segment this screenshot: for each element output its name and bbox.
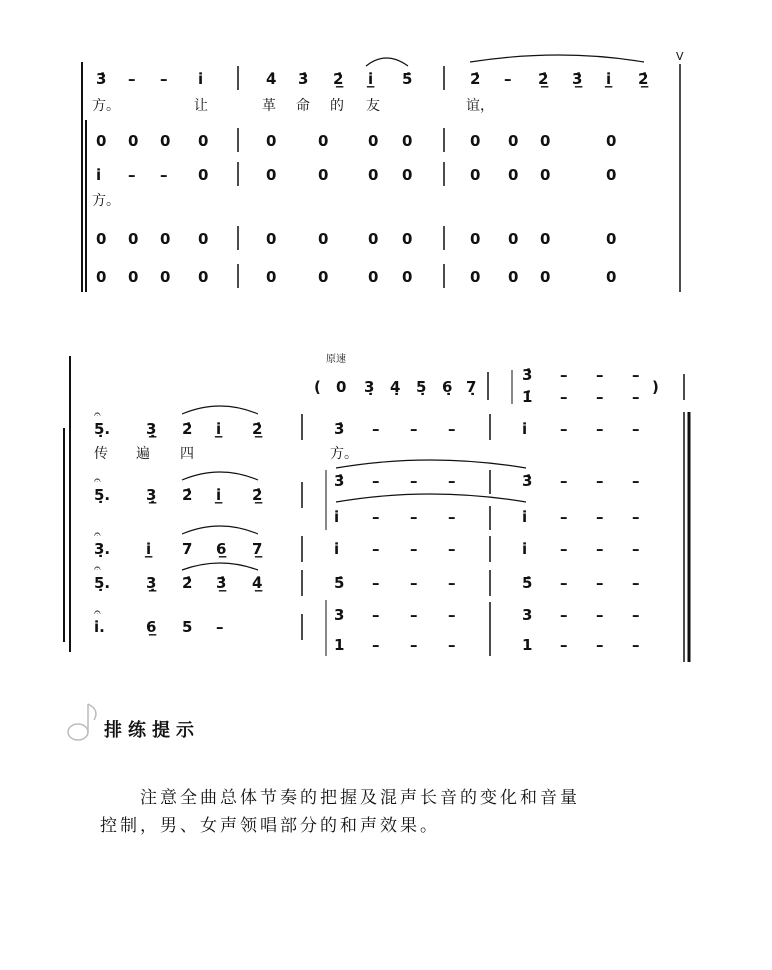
tempo-marking: 原速: [326, 354, 346, 365]
note: –: [216, 618, 224, 636]
note: –: [504, 70, 512, 88]
note: 1: [334, 636, 345, 654]
note: ): [652, 378, 659, 396]
note: –: [560, 420, 568, 438]
note: 0: [198, 268, 209, 286]
slur: [366, 58, 408, 66]
note: 0: [318, 230, 329, 248]
note: i̇: [522, 540, 528, 558]
voice-1-staff: [94, 406, 640, 462]
note: –: [560, 388, 568, 406]
fermata-icon: 𝄐: [94, 605, 101, 619]
note: 5̇: [522, 574, 533, 592]
note: 1̇: [522, 388, 533, 406]
note: –: [560, 508, 568, 526]
note: –: [632, 472, 640, 490]
note: –: [448, 606, 456, 624]
intro-line: [314, 366, 659, 406]
slur: [182, 406, 258, 414]
lyric: 让: [194, 98, 208, 114]
fermata-icon: 𝄐: [94, 473, 101, 487]
note: 4̣: [390, 378, 401, 396]
note: –: [596, 540, 604, 558]
lyrics-line: [92, 97, 494, 114]
note: –: [372, 420, 380, 438]
note: 0: [96, 268, 107, 286]
note: i̲̇: [368, 70, 374, 88]
note: 0: [402, 166, 413, 184]
note: i̇: [334, 508, 340, 526]
note: 2̲̇: [638, 70, 649, 88]
slur: [470, 55, 644, 62]
voice-4-staff: [94, 561, 640, 596]
voice-4-staff: [96, 226, 616, 250]
note: 5: [182, 618, 193, 636]
lyric: 的: [330, 98, 344, 114]
note: 0: [540, 268, 551, 286]
note: –: [560, 472, 568, 490]
note: –: [560, 540, 568, 558]
fermata-icon: 𝄐: [94, 407, 101, 421]
note: 3̇: [522, 472, 533, 490]
note: –: [410, 540, 418, 558]
note: –: [560, 574, 568, 592]
note: 3̲̇: [572, 70, 583, 88]
voice-5-staff: [96, 264, 616, 288]
slur: [182, 563, 258, 570]
paragraph-line: 控制，男、女声领唱部分的和声效果。: [100, 816, 440, 836]
note: –: [632, 388, 640, 406]
note: –: [128, 166, 136, 184]
note: 5̣.: [94, 420, 111, 438]
note: 3̲̣: [146, 574, 157, 592]
note: 5̣.: [94, 486, 111, 504]
note: 2̲̇: [333, 70, 344, 88]
note: 0: [160, 268, 171, 286]
note: –: [632, 636, 640, 654]
lyric: 革: [262, 98, 276, 114]
note: 4̲̇: [252, 574, 263, 592]
paragraph-line: 注意全曲总体节奏的把握及混声长音的变化和音量: [140, 788, 580, 808]
note: –: [560, 606, 568, 624]
note: 0: [470, 268, 481, 286]
note: 3̇: [334, 420, 345, 438]
note: 2̇: [182, 420, 193, 438]
voice-3-staff: [94, 526, 640, 562]
note: 6̲: [146, 618, 157, 636]
note: 0: [96, 132, 107, 150]
note: 3̲̣: [146, 420, 157, 438]
note: 0: [508, 268, 519, 286]
note: –: [632, 366, 640, 384]
note: 5̇: [402, 70, 413, 88]
note: i̇: [334, 540, 340, 558]
note: 0: [606, 166, 617, 184]
note: i̇.: [94, 618, 105, 636]
note: –: [410, 574, 418, 592]
note: 2̲̇: [252, 420, 263, 438]
note: –: [632, 420, 640, 438]
note: 0: [318, 166, 329, 184]
note: (: [314, 378, 321, 396]
note: 0: [318, 132, 329, 150]
note: –: [448, 540, 456, 558]
note: 0: [540, 166, 551, 184]
note: 0: [128, 132, 139, 150]
fermata-icon: 𝄐: [94, 561, 101, 575]
voice-2-staff: [96, 128, 616, 152]
note: –: [372, 472, 380, 490]
note: –: [596, 636, 604, 654]
note: 0: [96, 230, 107, 248]
note: –: [596, 574, 604, 592]
note: –: [596, 420, 604, 438]
section-title: 排练提示: [104, 720, 200, 741]
note: –: [410, 636, 418, 654]
note: 0: [198, 132, 209, 150]
note: –: [410, 472, 418, 490]
note: –: [410, 420, 418, 438]
note: 3: [334, 606, 345, 624]
note: 5̣: [416, 378, 427, 396]
note: 0: [160, 230, 171, 248]
note: –: [372, 636, 380, 654]
lyric: 遍: [136, 446, 150, 462]
note: –: [410, 606, 418, 624]
note: 0: [336, 378, 347, 396]
note: 3̇: [334, 472, 345, 490]
note: 5̣.: [94, 574, 111, 592]
note: 0: [266, 166, 277, 184]
voice-2-staff: [94, 460, 640, 530]
note: –: [596, 366, 604, 384]
note: 2̲̇: [538, 70, 549, 88]
note: –: [596, 508, 604, 526]
note: –: [372, 508, 380, 526]
note: –: [448, 636, 456, 654]
breath-mark: V: [676, 50, 684, 63]
note: –: [410, 508, 418, 526]
note: 3̇: [298, 70, 309, 88]
lyric: 四: [180, 446, 194, 462]
note: 0: [402, 132, 413, 150]
note: 0: [470, 166, 481, 184]
lyric: 方。: [92, 98, 120, 114]
note: 0: [266, 268, 277, 286]
note: i̲̇: [606, 70, 612, 88]
note: i̇: [522, 508, 528, 526]
lyrics-line: [94, 446, 358, 462]
tie: [336, 460, 526, 468]
lyric: 命: [296, 98, 310, 114]
note: i̇: [522, 420, 528, 438]
note: 3̣: [364, 378, 375, 396]
note: i̇: [198, 70, 204, 88]
note: 3̇: [522, 366, 533, 384]
note: i̇: [96, 166, 102, 184]
lyric: 友: [366, 98, 380, 114]
note: 1: [522, 636, 533, 654]
note: 7: [182, 540, 193, 558]
note: –: [596, 388, 604, 406]
system-1: [82, 50, 684, 292]
note: 7̣: [466, 378, 477, 396]
note: –: [632, 540, 640, 558]
note: 0: [266, 132, 277, 150]
note: –: [596, 472, 604, 490]
note: 3̇: [96, 70, 107, 88]
note: i̲: [146, 540, 152, 558]
note: 2̇: [470, 70, 481, 88]
note: 3̣.: [94, 540, 111, 558]
note: 0: [540, 230, 551, 248]
note: i̲̇: [216, 486, 222, 504]
note: 3̲̇: [216, 574, 227, 592]
note: 2̇: [182, 574, 193, 592]
note: 0: [508, 166, 519, 184]
note: 0: [470, 230, 481, 248]
note: 0: [402, 230, 413, 248]
note: –: [632, 574, 640, 592]
note: –: [128, 70, 136, 88]
lyric: 方。: [330, 446, 358, 462]
note: 0: [368, 132, 379, 150]
note: 0: [266, 230, 277, 248]
note: –: [372, 606, 380, 624]
note: 0: [470, 132, 481, 150]
note: 0: [318, 268, 329, 286]
note: 0: [606, 230, 617, 248]
note: 2̲̇: [252, 486, 263, 504]
note: 7̲: [252, 540, 263, 558]
note: 0: [368, 230, 379, 248]
note: 0: [606, 132, 617, 150]
note: –: [448, 508, 456, 526]
slur: [182, 472, 258, 480]
note: –: [560, 636, 568, 654]
note: 0: [402, 268, 413, 286]
note: 0: [508, 230, 519, 248]
note: 0: [540, 132, 551, 150]
note: –: [372, 574, 380, 592]
note: 0: [368, 268, 379, 286]
note: –: [372, 540, 380, 558]
system-2: [64, 352, 689, 662]
voice-3-staff: [92, 162, 616, 209]
note: –: [596, 606, 604, 624]
note: –: [632, 606, 640, 624]
note: 0: [198, 230, 209, 248]
note: –: [160, 70, 168, 88]
note: –: [448, 420, 456, 438]
note: 5̇: [334, 574, 345, 592]
note: –: [160, 166, 168, 184]
note: 0: [160, 132, 171, 150]
note: –: [560, 366, 568, 384]
slur: [182, 526, 258, 534]
note: –: [448, 574, 456, 592]
note: 0: [508, 132, 519, 150]
voice-1-staff: [92, 55, 648, 114]
fermata-icon: 𝄐: [94, 527, 101, 541]
lyric: 传: [94, 446, 108, 462]
note: i̲̇: [216, 420, 222, 438]
lyric: 谊，: [466, 98, 494, 114]
note: 0: [198, 166, 209, 184]
lyric: 方。: [92, 193, 120, 209]
note: –: [632, 508, 640, 526]
note: 0: [128, 230, 139, 248]
note: 6̣: [442, 378, 453, 396]
note: –: [448, 472, 456, 490]
note: 4̇: [266, 70, 277, 88]
note: 3̲̣: [146, 486, 157, 504]
note: 2̇: [182, 486, 193, 504]
tie: [336, 494, 526, 502]
note: 0: [368, 166, 379, 184]
note: 6̲: [216, 540, 227, 558]
note: 3: [522, 606, 533, 624]
voice-5-staff: [94, 600, 640, 656]
note: 0: [128, 268, 139, 286]
music-note-emblem-icon: [62, 700, 106, 748]
note: 0: [606, 268, 617, 286]
